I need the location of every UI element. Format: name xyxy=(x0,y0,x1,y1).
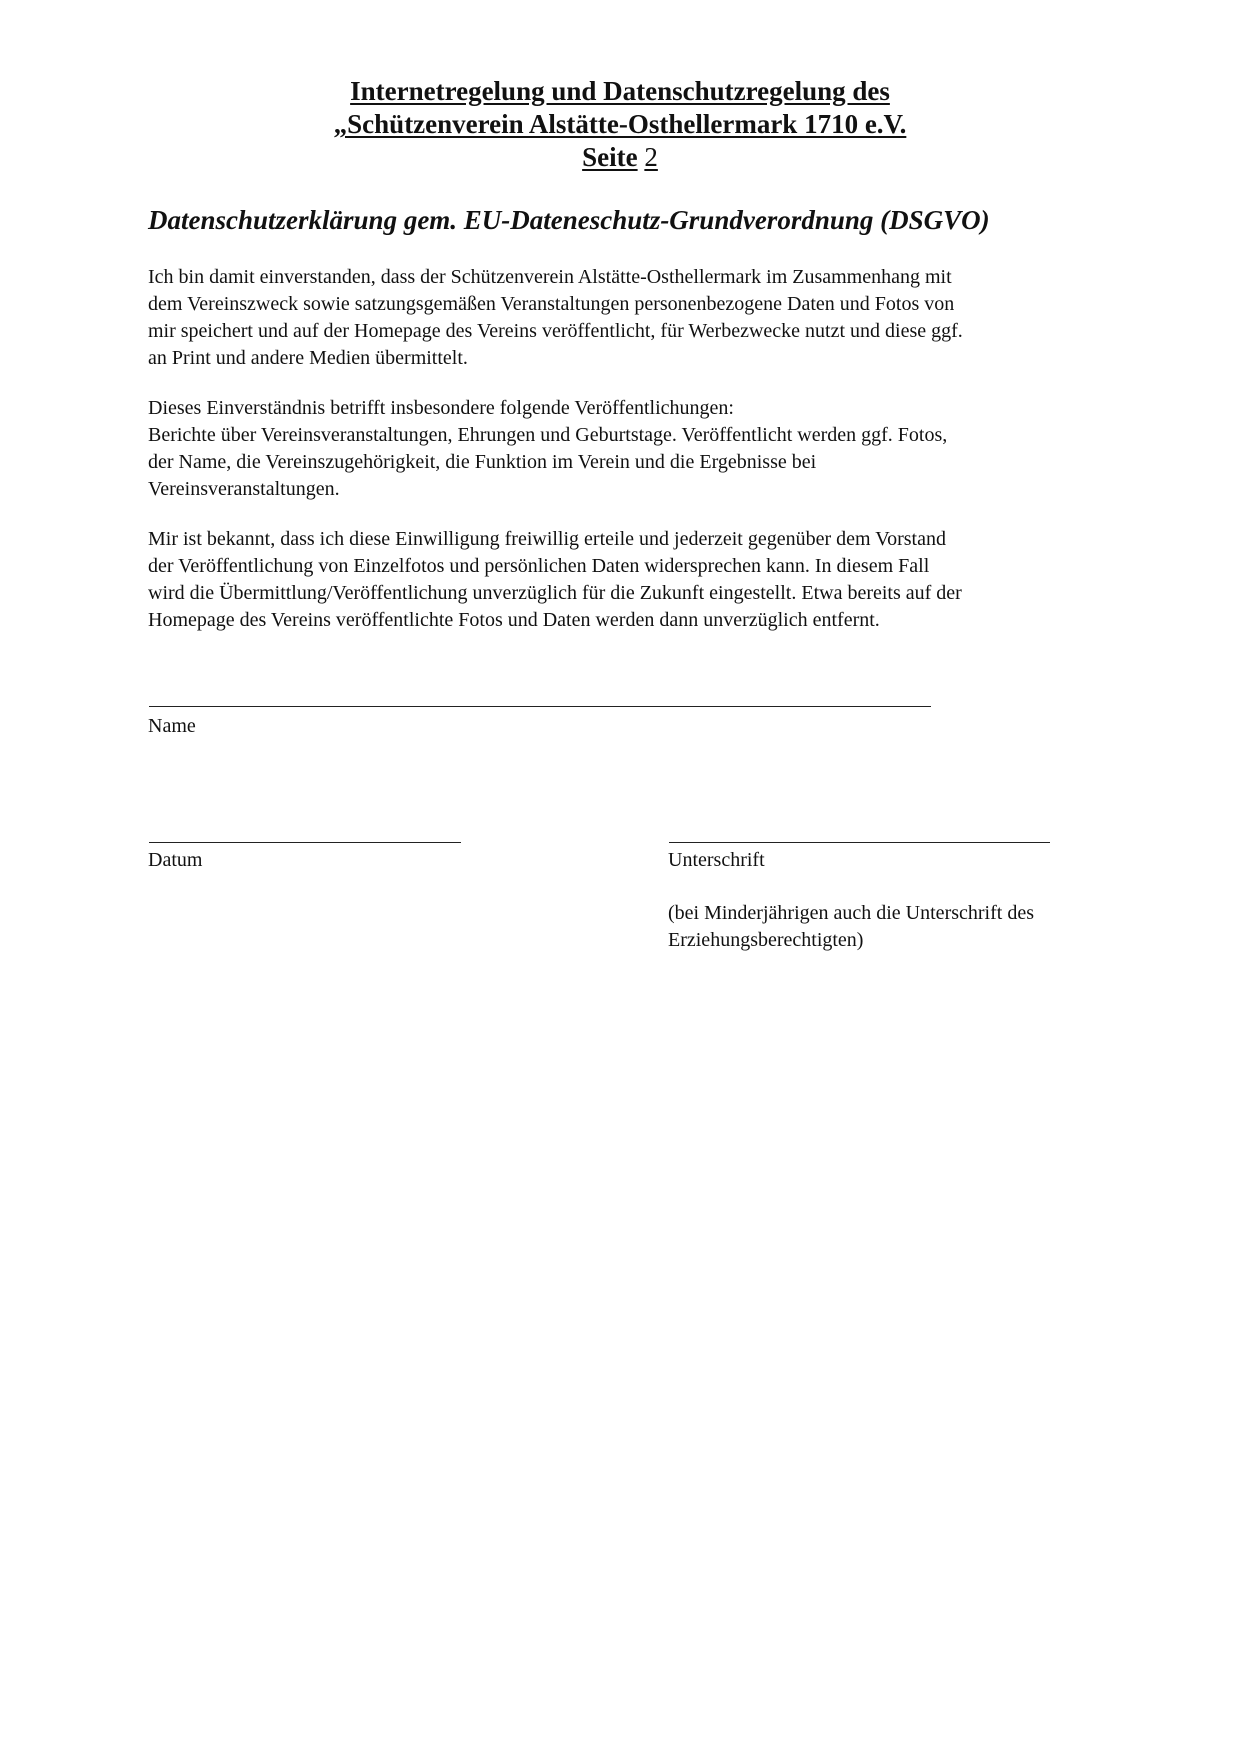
paragraph-line: dem Vereinszweck sowie satzungsgemäßen Veranstaltungen personenbezogene Daten und Fotos von xyxy=(148,293,955,315)
paragraph-line: Mir ist bekannt, dass ich diese Einwilligung freiwillig erteile und jederzeit gegenüber dem Vorstand xyxy=(148,528,946,550)
document-title-line-2: „Schützenverein Alstätte-Osthellermark 1710 e.V. xyxy=(333,109,907,139)
paragraph-line: wird die Übermittlung/Veröffentlichung unverzüglich für die Zukunft eingestellt. Etwa bereits auf der xyxy=(148,582,962,604)
paragraph-line: Vereinsveranstaltungen. xyxy=(148,478,340,500)
paragraph-line: der Name, die Vereinszugehörigkeit, die Funktion im Verein und die Ergebnisse bei xyxy=(148,451,817,473)
paragraph-line: an Print und andere Medien übermittelt. xyxy=(148,347,468,369)
paragraph-line: Ich bin damit einverstanden, dass der Schützenverein Alstätte-Osthellermark im Zusammenhang mit xyxy=(148,266,952,288)
name-label: Name xyxy=(148,715,196,737)
date-label: Datum xyxy=(148,849,203,871)
page-label: Seite xyxy=(582,142,638,172)
paragraph-line: Berichte über Vereinsveranstaltungen, Ehrungen und Geburtstage. Veröffentlicht werden ggf. Fotos, xyxy=(148,424,948,446)
page-indicator xyxy=(0,142,1240,173)
paragraph-line: Dieses Einverständnis betrifft insbesondere folgende Veröffentlichungen: xyxy=(148,397,734,419)
paragraph-line: Homepage des Vereins veröffentlichte Fotos und Daten werden dann unverzüglich entfernt. xyxy=(148,609,880,631)
paragraph-revocation xyxy=(148,526,1098,634)
section-heading: Datenschutzerklärung gem. EU-Dateneschutz-Grundverordnung (DSGVO) xyxy=(148,205,990,235)
note-line: (bei Minderjährigen auch die Unterschrift des xyxy=(668,902,1034,924)
signature-entry-line[interactable] xyxy=(669,842,1050,843)
paragraph-scope xyxy=(148,395,1098,503)
date-entry-line[interactable] xyxy=(149,842,461,843)
note-line: Erziehungsberechtigten) xyxy=(668,929,864,951)
signature-label: Unterschrift xyxy=(668,849,765,871)
paragraph-line: der Veröffentlichung von Einzelfotos und persönlichen Daten widersprechen kann. In diesem Fall xyxy=(148,555,930,577)
paragraph-consent xyxy=(148,264,1098,372)
paragraph-line: mir speichert und auf der Homepage des Vereins veröffentlicht, für Werbezwecke nutzt und diese ggf. xyxy=(148,320,963,342)
guardian-signature-note xyxy=(668,900,1118,954)
document-title-line-1: Internetregelung und Datenschutzregelung des xyxy=(350,76,890,106)
page-number: 2 xyxy=(644,142,658,172)
name-entry-line[interactable] xyxy=(149,706,931,707)
